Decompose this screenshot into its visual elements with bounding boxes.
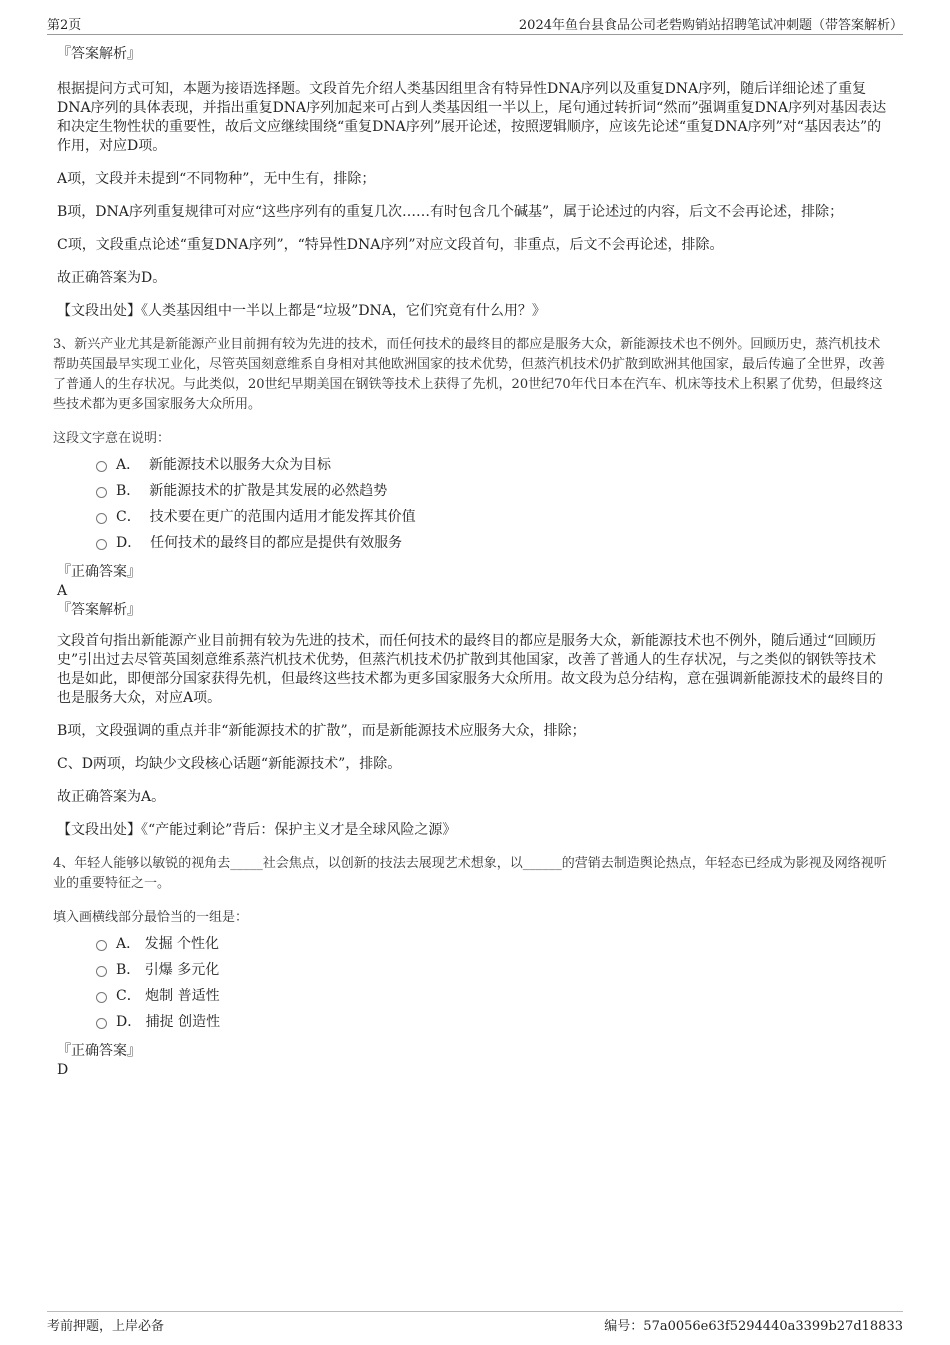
option-b[interactable]: B． 新能源技术的扩散是其发展的必然趋势 — [57, 481, 887, 507]
correct-answer: D — [57, 1062, 69, 1078]
radio-icon[interactable] — [96, 487, 107, 498]
question-3-prompt: 这段文字意在说明： — [53, 431, 171, 446]
question-3-stem: 3、新兴产业尤其是新能源产业目前拥有较为先进的技术，而任何技术的最终目的都应是服务大众，新能源技术也不例外。回顾历史，蒸汽机技术帮助英国最早实现工业化，尽管英国刻意维系自身相对其他欧洲国家的技术优势，但蒸汽机技术仍扩散到欧洲其他国家，最后传遍了全世界，改善了普通人的生存状况。与此类似，20世纪早期美国在钢铁等技术上获得了先机，20世纪70年代日本在汽车、机床等技术上积累了优势，但最终这些技术都为更多国家服务大众所用。 — [53, 337, 886, 412]
radio-icon[interactable] — [96, 1018, 107, 1029]
analysis-conclusion: 故正确答案为D。 — [57, 270, 167, 286]
question-4-options — [57, 934, 887, 1038]
option-a[interactable]: A． 新能源技术以服务大众为目标 — [57, 455, 887, 481]
analysis-conclusion: 故正确答案为A。 — [57, 789, 166, 805]
document-body — [53, 45, 887, 1080]
radio-icon[interactable] — [96, 966, 107, 977]
analysis-text: 根据提问方式可知，本题为接语选择题。文段首先介绍人类基因组里含有特异性DNA序列以及重复DNA序列，随后详细论述了重复DNA序列的具体表现，并指出重复DNA序列加起来可占到人类基因组一半以上，尾句通过转折词“然而”强调重复DNA序列对基因表达和决定生物性状的重要性，故后文应继续围绕“重复DNA序列”展开论述，按照逻辑顺序，应该先论述“重复DNA序列”对“基因表达”的作用，对应D项。 — [57, 81, 887, 154]
question-3-options — [57, 455, 887, 559]
passage-source: 【文段出处】《人类基因组中一半以上都是“垃圾”DNA，它们究竟有什么用？》 — [57, 303, 546, 319]
option-c[interactable]: C． 炮制 普适性 — [57, 986, 887, 1012]
footer-slogan: 考前押题，上岸必备 — [47, 1319, 165, 1334]
option-b[interactable]: B． 引爆 多元化 — [57, 960, 887, 986]
radio-icon[interactable] — [96, 539, 107, 550]
radio-icon[interactable] — [96, 513, 107, 524]
question-4-prompt: 填入画横线部分最恰当的一组是： — [53, 910, 249, 925]
option-a[interactable]: A． 发掘 个性化 — [57, 934, 887, 960]
passage-source: 【文段出处】《“产能过剩论”背后：保护主义才是全球风险之源》 — [57, 822, 457, 838]
radio-icon[interactable] — [96, 461, 107, 472]
radio-icon[interactable] — [96, 992, 107, 1003]
document-id: 编号：57a0056e63f5294440a3399b27d18833 — [604, 1319, 903, 1334]
correct-answer: A — [57, 583, 68, 599]
analysis-option-c: C项，文段重点论述“重复DNA序列”，“特异性DNA序列”对应文段首句，非重点，后文不会再论述，排除。 — [57, 237, 724, 253]
analysis-text: 文段首句指出新能源产业目前拥有较为先进的技术，而任何技术的最终目的都应是服务大众，新能源技术也不例外，随后通过“回顾历史”引出过去尽管英国刻意维系蒸汽机技术优势，但蒸汽机技术仍扩散到其他国家，改善了普通人的生存状况，与之类似的钢铁等技术也是如此，即便部分国家获得先机，但最终这些技术都为更多国家服务大众所用。故文段为总分结构，意在强调新能源技术的最终目的也是服务大众，对应A项。 — [57, 633, 883, 706]
radio-icon[interactable] — [96, 940, 107, 951]
page-header — [47, 14, 903, 35]
correct-answer-label: 『正确答案』 — [57, 564, 141, 580]
option-d[interactable]: D． 任何技术的最终目的都应是提供有效服务 — [57, 533, 887, 559]
analysis-label: 『答案解析』 — [57, 602, 141, 618]
analysis-option-b: B项，文段强调的重点并非“新能源技术的扩散”，而是新能源技术应服务大众，排除； — [57, 723, 586, 739]
correct-answer-label: 『正确答案』 — [57, 1043, 141, 1059]
analysis-option-cd: C、D两项，均缺少文段核心话题“新能源技术”，排除。 — [57, 756, 402, 772]
analysis-option-a: A项，文段并未提到“不同物种”，无中生有，排除； — [57, 171, 376, 187]
analysis-option-b: B项，DNA序列重复规律可对应“这些序列有的重复几次……有时包含几个碱基”，属于论述过的内容，后文不会再论述，排除； — [57, 204, 844, 220]
analysis-label: 『答案解析』 — [57, 46, 141, 62]
page-footer — [47, 1311, 903, 1336]
document-title: 2024年鱼台县食品公司老砦购销站招聘笔试冲刺题（带答案解析） — [518, 18, 903, 33]
question-4-stem: 4、年轻人能够以敏锐的视角去_____社会焦点，以创新的技法去展现艺术想象，以______的营销去制造舆论热点，年轻态已经成为影视及网络视听业的重要特征之一。 — [53, 856, 887, 891]
option-d[interactable]: D． 捕捉 创造性 — [57, 1012, 887, 1038]
option-c[interactable]: C． 技术要在更广的范围内适用才能发挥其价值 — [57, 507, 887, 533]
page-number: 第2页 — [47, 18, 82, 33]
